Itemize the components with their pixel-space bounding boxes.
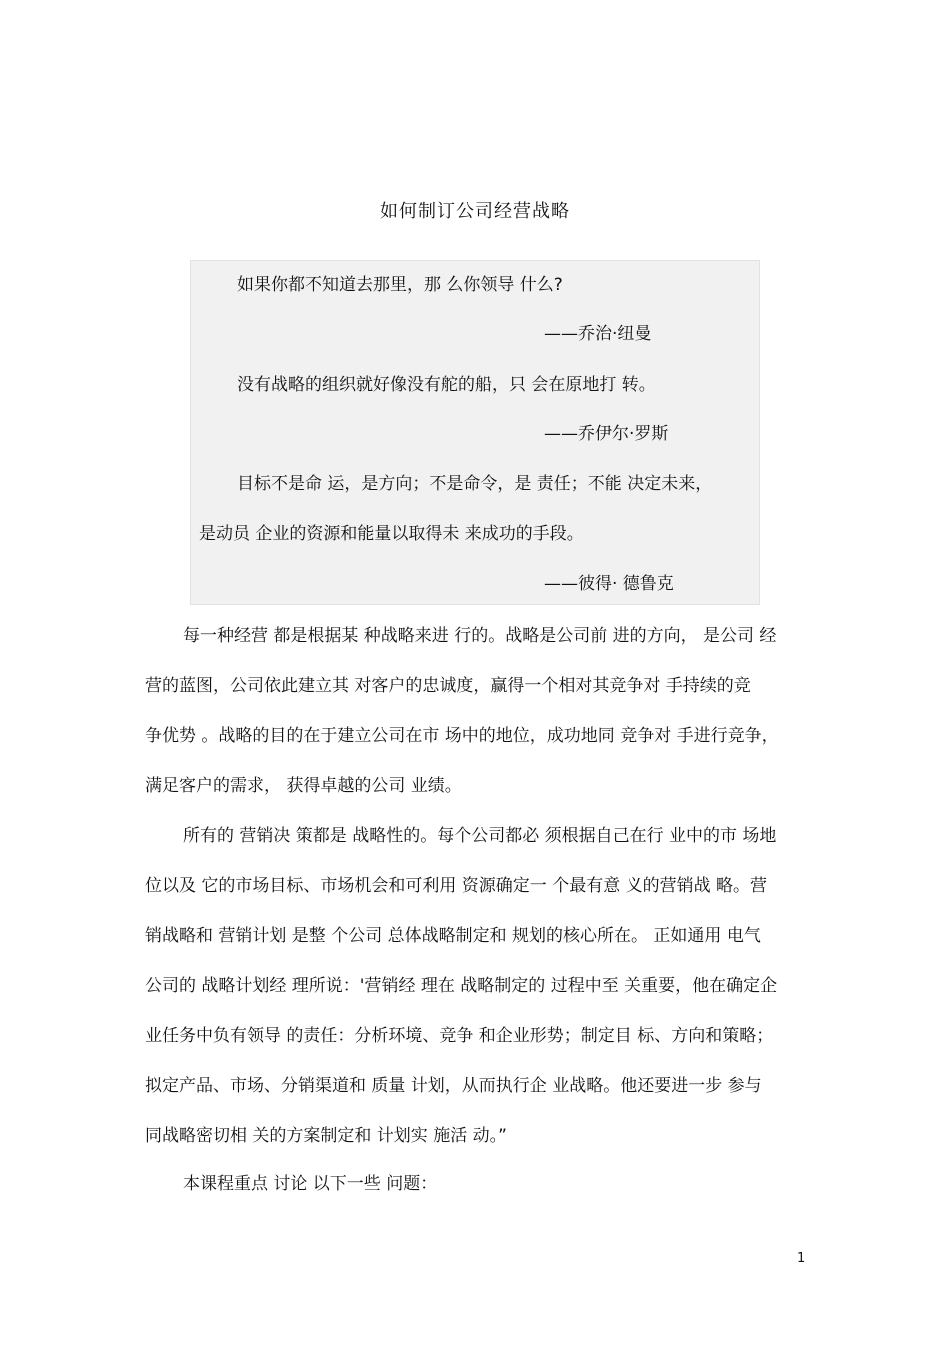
paragraph-2-line-1: 所有的 营销决 策都是 战略性的。每个公司都必 须根据自己在行 业中的市 场地: [183, 826, 777, 846]
quote-3-line-1: 目标不是命 运，是方向；不是命令，是 责任；不能 决定未来，: [237, 474, 713, 494]
paragraph-1-line-4: 满足客户的需求， 获得卓越的公司 业绩。: [145, 776, 462, 796]
document-title: 如何制订公司经营战略: [380, 201, 570, 222]
paragraph-2-line-7: 同战略密切相 关的方案制定和 计划实 施活 动。”: [145, 1126, 507, 1146]
quote-2-text: 没有战略的组织就好像没有舵的船，只 会在原地打 转。: [237, 375, 656, 395]
paragraph-3: 本课程重点 讨论 以下一些 问题：: [183, 1174, 438, 1194]
quote-3-line-2: 是动员 企业的资源和能量以取得未 来成功的手段。: [199, 524, 584, 544]
quote-3-author: ——彼得· 德鲁克: [544, 574, 674, 594]
quote-1-author: ——乔治·纽曼: [544, 324, 652, 344]
paragraph-1-line-1: 每一种经营 都是根据某 种战略来进 行的。战略是公司前 进的方向， 是公司 经: [183, 626, 777, 646]
page-number: 1: [797, 1251, 806, 1266]
paragraph-2-line-6: 拟定产品、市场、分销渠道和 质量 计划，从而执行企 业战略。他还要进一步 参与: [145, 1076, 762, 1096]
paragraph-2-line-2: 位以及 它的市场目标、市场机会和可利用 资源确定一 个最有意 义的营销战 略。营: [145, 876, 768, 896]
quote-1-text: 如果你都不知道去那里，那 么你领导 什么?: [237, 275, 563, 295]
paragraph-1-line-3: 争优势 。战略的目的在于建立公司在市 场中的地位，成功地同 竞争对 手进行竞争，: [145, 726, 779, 746]
paragraph-1-line-2: 营的蓝图，公司依此建立其 对客户的忠诚度，赢得一个相对其竞争对 手持续的竞: [145, 676, 751, 696]
paragraph-2-line-3: 销战略和 营销计划 是整 个公司 总体战略制定和 规划的核心所在。 正如通用 电气: [145, 926, 761, 946]
quote-2-author: ——乔伊尔·罗斯: [544, 424, 669, 444]
quote-box: [190, 260, 760, 605]
paragraph-2-line-4: 公司的 战略计划经 理所说：'营销经 理在 战略制定的 过程中至 关重要，他在确定企: [145, 976, 778, 996]
paragraph-2-line-5: 业任务中负有领导 的责任：分析环境、竞争 和企业形势；制定目 标、方向和策略；: [145, 1026, 774, 1046]
